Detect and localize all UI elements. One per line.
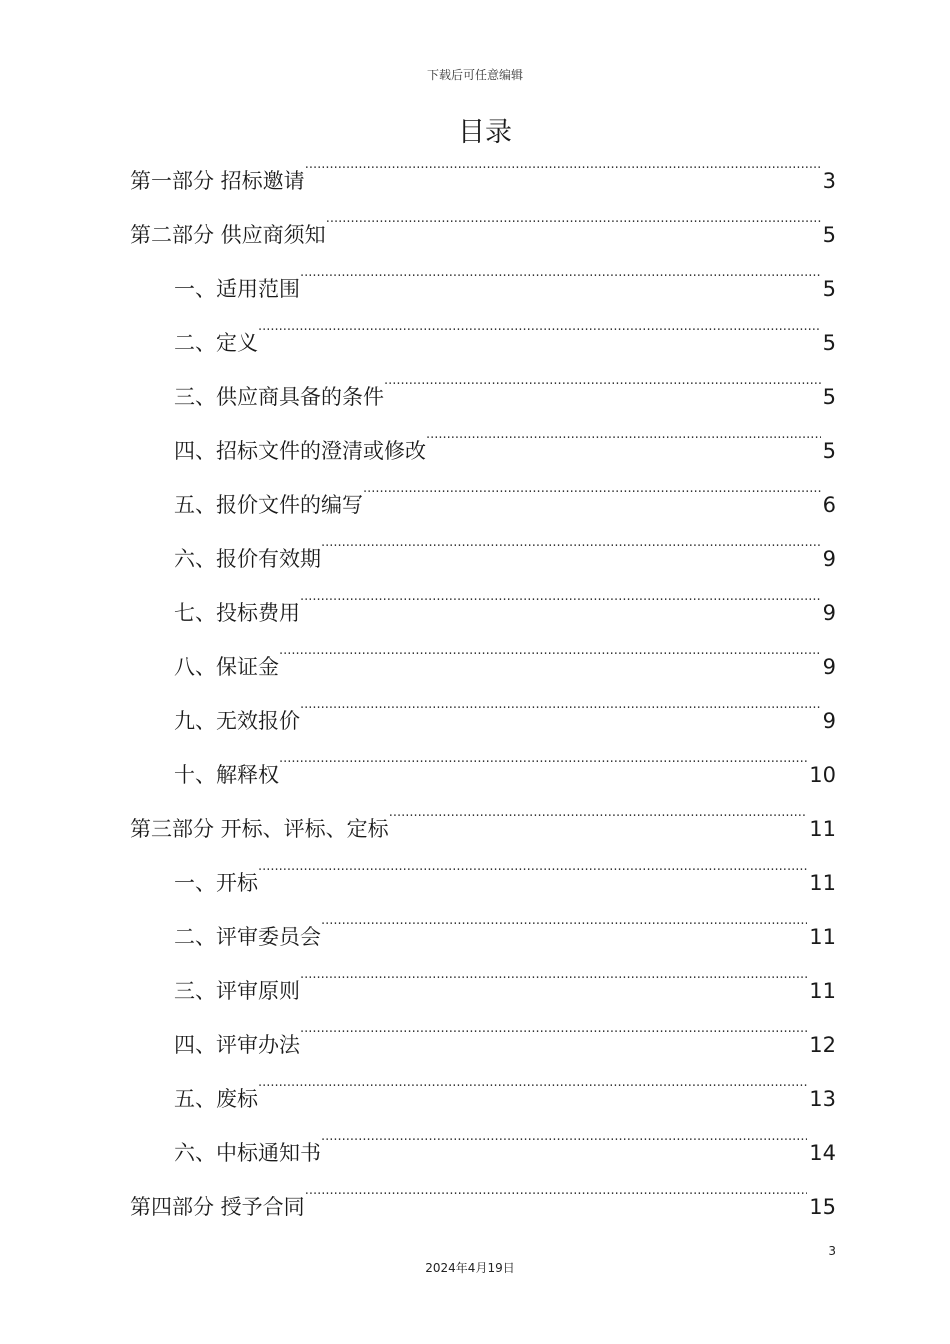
toc-dot-leader <box>300 1018 807 1072</box>
toc-entry-label: 三、供应商具备的条件 <box>174 385 384 409</box>
toc-dot-leader <box>384 370 821 424</box>
page-title: 目录 <box>458 117 512 148</box>
toc-dot-leader <box>300 262 821 316</box>
toc-entry-label: 四、招标文件的澄清或修改 <box>174 439 426 463</box>
toc-entry[interactable] <box>130 208 836 262</box>
toc-entry-page: 9 <box>822 547 836 571</box>
toc-entry[interactable] <box>130 316 836 370</box>
toc-entry-label: 四、评审办法 <box>174 1033 300 1057</box>
toc-dot-leader <box>426 424 821 478</box>
toc-entry-label: 一、适用范围 <box>174 277 300 301</box>
toc-entry[interactable] <box>130 1126 836 1180</box>
toc-entry-page: 5 <box>822 439 836 463</box>
toc-dot-leader <box>321 910 807 964</box>
toc-entry-page: 5 <box>822 331 836 355</box>
toc-entry-page: 12 <box>809 1033 836 1057</box>
toc-entry[interactable] <box>130 586 836 640</box>
toc-entry-page: 5 <box>822 223 836 247</box>
toc-dot-leader <box>279 640 821 694</box>
toc-entry[interactable] <box>130 964 836 1018</box>
toc-entry-label: 三、评审原则 <box>174 979 300 1003</box>
toc-entry-page: 11 <box>809 871 836 895</box>
toc-entry[interactable] <box>130 154 836 208</box>
toc-entry[interactable] <box>130 370 836 424</box>
toc-entry-page: 9 <box>822 709 836 733</box>
toc-entry-page: 11 <box>809 925 836 949</box>
toc-entry-label: 六、报价有效期 <box>174 547 321 571</box>
page-number: 3 <box>828 1244 836 1258</box>
toc-dot-leader <box>279 748 807 802</box>
toc-entry-label: 二、定义 <box>174 331 258 355</box>
toc-dot-leader <box>258 1072 807 1126</box>
footer-date: 2024年4月19日 <box>425 1261 515 1275</box>
toc-entry[interactable] <box>130 1018 836 1072</box>
toc-entry[interactable] <box>130 532 836 586</box>
toc-entry-label: 第四部分 授予合同 <box>130 1195 305 1219</box>
toc-entry-page: 5 <box>822 385 836 409</box>
toc-entry-label: 九、无效报价 <box>174 709 300 733</box>
toc-entry[interactable] <box>130 802 836 856</box>
toc-entry-label: 五、废标 <box>174 1087 258 1111</box>
toc-entry-page: 15 <box>809 1195 836 1219</box>
toc-entry[interactable] <box>130 1072 836 1126</box>
toc-entry[interactable] <box>130 910 836 964</box>
toc-dot-leader <box>300 586 821 640</box>
toc-entry-page: 10 <box>809 763 836 787</box>
table-of-contents <box>130 154 836 1234</box>
toc-entry-label: 六、中标通知书 <box>174 1141 321 1165</box>
toc-dot-leader <box>300 964 807 1018</box>
toc-entry[interactable] <box>130 262 836 316</box>
toc-entry[interactable] <box>130 424 836 478</box>
toc-dot-leader <box>305 1180 808 1234</box>
toc-entry-page: 9 <box>822 601 836 625</box>
toc-entry-label: 七、投标费用 <box>174 601 300 625</box>
toc-entry[interactable] <box>130 694 836 748</box>
toc-entry[interactable] <box>130 856 836 910</box>
toc-dot-leader <box>326 208 821 262</box>
toc-entry-page: 11 <box>809 817 836 841</box>
toc-dot-leader <box>321 1126 807 1180</box>
page-header: 下载后可任意编辑 <box>426 68 523 82</box>
toc-entry[interactable] <box>130 1180 836 1234</box>
toc-entry-label: 第一部分 招标邀请 <box>130 169 305 193</box>
toc-dot-leader <box>321 532 821 586</box>
toc-entry-page: 14 <box>809 1141 836 1165</box>
toc-entry-label: 第二部分 供应商须知 <box>130 223 326 247</box>
toc-dot-leader <box>389 802 808 856</box>
toc-entry-page: 13 <box>809 1087 836 1111</box>
toc-dot-leader <box>258 856 807 910</box>
toc-entry[interactable] <box>130 640 836 694</box>
toc-entry-page: 5 <box>822 277 836 301</box>
toc-entry-page: 6 <box>822 493 836 517</box>
toc-entry-page: 3 <box>822 169 836 193</box>
toc-entry-label: 五、报价文件的编写 <box>174 493 363 517</box>
toc-entry-page: 11 <box>809 979 836 1003</box>
toc-entry-page: 9 <box>822 655 836 679</box>
toc-entry-label: 第三部分 开标、评标、定标 <box>130 817 389 841</box>
toc-dot-leader <box>258 316 821 370</box>
toc-dot-leader <box>300 694 821 748</box>
toc-dot-leader <box>363 478 821 532</box>
toc-entry-label: 一、开标 <box>174 871 258 895</box>
toc-entry-label: 十、解释权 <box>174 763 279 787</box>
toc-entry-label: 二、评审委员会 <box>174 925 321 949</box>
toc-entry[interactable] <box>130 748 836 802</box>
toc-entry-label: 八、保证金 <box>174 655 279 679</box>
toc-dot-leader <box>305 154 821 208</box>
toc-entry[interactable] <box>130 478 836 532</box>
